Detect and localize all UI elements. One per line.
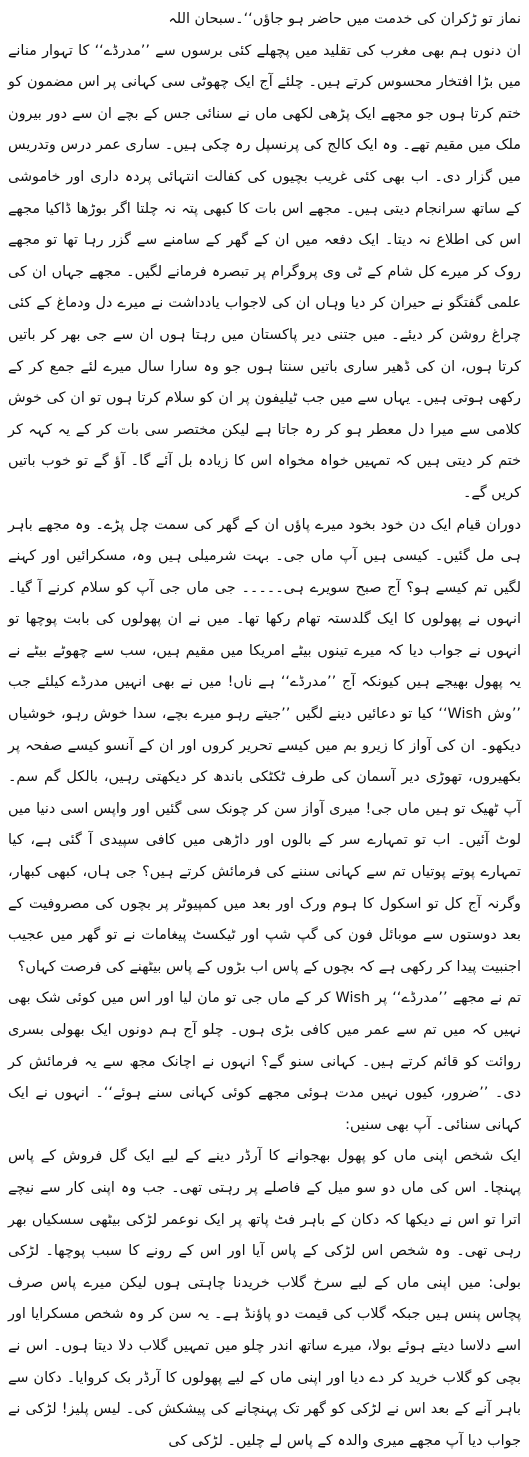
paragraph-1: ان دنوں ہم بھی مغرب کی تقلید میں پچھلے کئی برسوں سے ’’مدرڈے‘‘ کا تہوار منانے میں بڑا افتخار محسوس کرتے ہیں۔ چلئے آج ایک چھوٹی سی کہانی پر اس مضمون کو ختم کرتا ہوں جو مجھے ایک پڑھی لکھی ماں نے سنائی جس کے بچے ان سے دور بیرون ملک میں مقیم تھے۔ وہ ایک کالج کی پرنسپل رہ چکی ہیں۔ ساری عمر درس وتدریس میں گزار دی۔ اب بھی کئی غریب بچیوں کی کفالت انتہائی پردہ داری اور خاموشی کے ساتھ سرانجام دیتی ہیں۔ مجھے اس بات کا کبھی پتہ نہ چلتا اگر بوڑھا ڈاکیا مجھے اس کی اطلاع نہ دیتا۔ ایک دفعہ میں ان کے گھر کے سامنے سے گزر رہا تھا تو مجھے روک کر میرے کل شام کے ٹی وی پروگرام پر تبصرہ فرمانے لگیں۔ مجھے جہاں ان کی علمی گفتگو نے حیران کر دیا وہاں ان کی لاجواب یادداشت نے میرے دل ودماغ کے کئی چراغ روشن کر دیئے۔ میں جتنی دیر پاکستان میں رہتا ہوں ان سے جی بھر کر باتیں کرتا ہوں، ان کی ڈھیر ساری باتیں سنتا ہوں جو وہ سارا سال میرے لئے جمع کر کے رکھی ہوتی ہیں۔ یہاں سے میں جب ٹیلیفون پر ان کو سلام کرتا ہوں تو ان کی خوش کلامی سے میرا دل معطر ہو کر رہ جاتا ہے لیکن مختصر سی بات کر کے یہ کہہ کر ختم کر دیتی ہیں کہ تمہیں خواہ مخواہ اس کا زیادہ بل آئے گا۔ آؤ گے تو خوب باتیں کریں گے۔	[8, 42, 521, 501]
paragraph-4: ایک شخص اپنی ماں کو پھول بھجوانے کا آرڈر دینے کے لیے ایک گل فروش کے پاس پہنچا۔ اس کی ماں دو سو میل کے فاصلے پر رہتی تھی۔ جب وہ اپنی کار سے نیچے اترا تو اس نے دیکھا کہ دکان کے باہر فٹ پاتھ پر ایک نوعمر لڑکی بیٹھی سسکیاں بھر رہی تھی۔ وہ شخص اس لڑکی کے پاس آیا اور اس کے رونے کا سبب پوچھا۔ لڑکی بولی: میں اپنی ماں کے لیے سرخ گلاب خریدنا چاہتی ہوں لیکن میرے پاس صرف پچاس پنس ہیں جبکہ گلاب کی قیمت دو پاؤنڈ ہے۔ یہ سن کر وہ شخص مسکرایا اور اسے دلاسا دیتے ہوئے بولا، میرے ساتھ اندر چلو میں تمہیں گلاب دلا دیتا ہوں۔ اس نے بچی کو گلاب خرید کر دے دیا اور اپنی ماں کے لیے پھولوں کا آرڈر بک کروایا۔ دکان سے باہر آنے کے بعد اس نے لڑکی کو گھر تک پہنچانے کی پیشکش کی۔ لیس پلیز! لڑکی نے جواب دیا آپ مجھے میری والدہ کے پاس لے چلیں۔ لڑکی کی	[8, 1148, 521, 1449]
paragraph-3: تم نے مجھے ’’مدرڈے‘‘ پر Wish کر کے ماں جی تو مان لیا اور اس میں کوئی شک بھی نہیں کہ میں تم سے عمر میں کافی بڑی ہوں۔ چلو آج ہم دونوں ایک بھولی بسری روائت کو قائم کرتے ہیں۔ کہانی سنو گے؟ انہوں نے اچانک مجھ سے یہ فرمائش کر دی۔ ’’ضرور، کیوں نہیں مدت ہوئی مجھے کوئی کہانی سنے ہوئے‘‘۔ انہوں نے ایک کہانی سنائی۔ آپ بھی سنیں:	[8, 990, 521, 1133]
heading-line: نماز تو ڑکران کی خدمت میں حاضر ہو جاؤں‘‘۔سبحان اللہ	[168, 11, 521, 27]
paragraph-2: دوران قیام ایک دن خود بخود میرے پاؤں ان کے گھر کی سمت چل پڑے۔ وہ مجھے باہر ہی مل گئیں۔ کیسی ہیں آپ ماں جی۔ بہت شرمیلی ہیں وہ، مسکرائیں اور کہنے لگیں تم کیسے ہو؟ آج صبح سویرے ہی۔۔۔۔۔ جی ماں جی آپ کو سلام کرنے آ گیا۔ انہوں نے پھولوں کا ایک گلدستہ تھام رکھا تھا۔ میں نے ان پھولوں کی بابت پوچھا تو انہوں نے جواب دیا کہ میرے تینوں بیٹے امریکا میں مقیم ہیں، سب سے چھوٹے بیٹے نے یہ پھول بھیجے ہیں کیونکہ آج ’’مدرڈے‘‘ ہے ناں! میں نے بھی انہیں مدرڈے کیلئے جب ’’وش Wish‘‘ کیا تو دعائیں دینے لگیں ’’جیتے رہو میرے بچے، سدا خوش رہو، خوشیاں دیکھو۔ ان کی آواز کا زیرو بم میں کیسے تحریر کروں اور ان کے آنسو کیسے صفحہ پر بکھیروں، تھوڑی دیر آسمان کی طرف ٹکٹکی باندھ کر دیکھتی رہیں، بالکل گم سم۔ آپ ٹھیک تو ہیں ماں جی! میری آواز سن کر چونک سی گئیں اور واپس اسی دنیا میں لوٹ آئیں۔ اب تو تمہارے سر کے بالوں اور داڑھی میں کافی سپیدی آ گئی ہے، کیا تمہارے پوتے پوتیاں تم سے کہانی سننے کی فرمائش کرتے ہیں؟ جی ہاں، کبھی کبھار، وگرنہ آج کل تو اسکول کا ہوم ورک اور بعد میں کمپیوٹر پر بچوں کی مصروفیت کے بعد دوستوں سے موبائل فون کی گپ شپ اور ٹیکسٹ پیغامات نے تو گھر میں عجیب اجنبیت پیدا کر رکھی ہے کہ بچوں کے پاس اب بڑوں کے پاس بیٹھنے کی فرصت کہاں؟	[8, 516, 521, 975]
